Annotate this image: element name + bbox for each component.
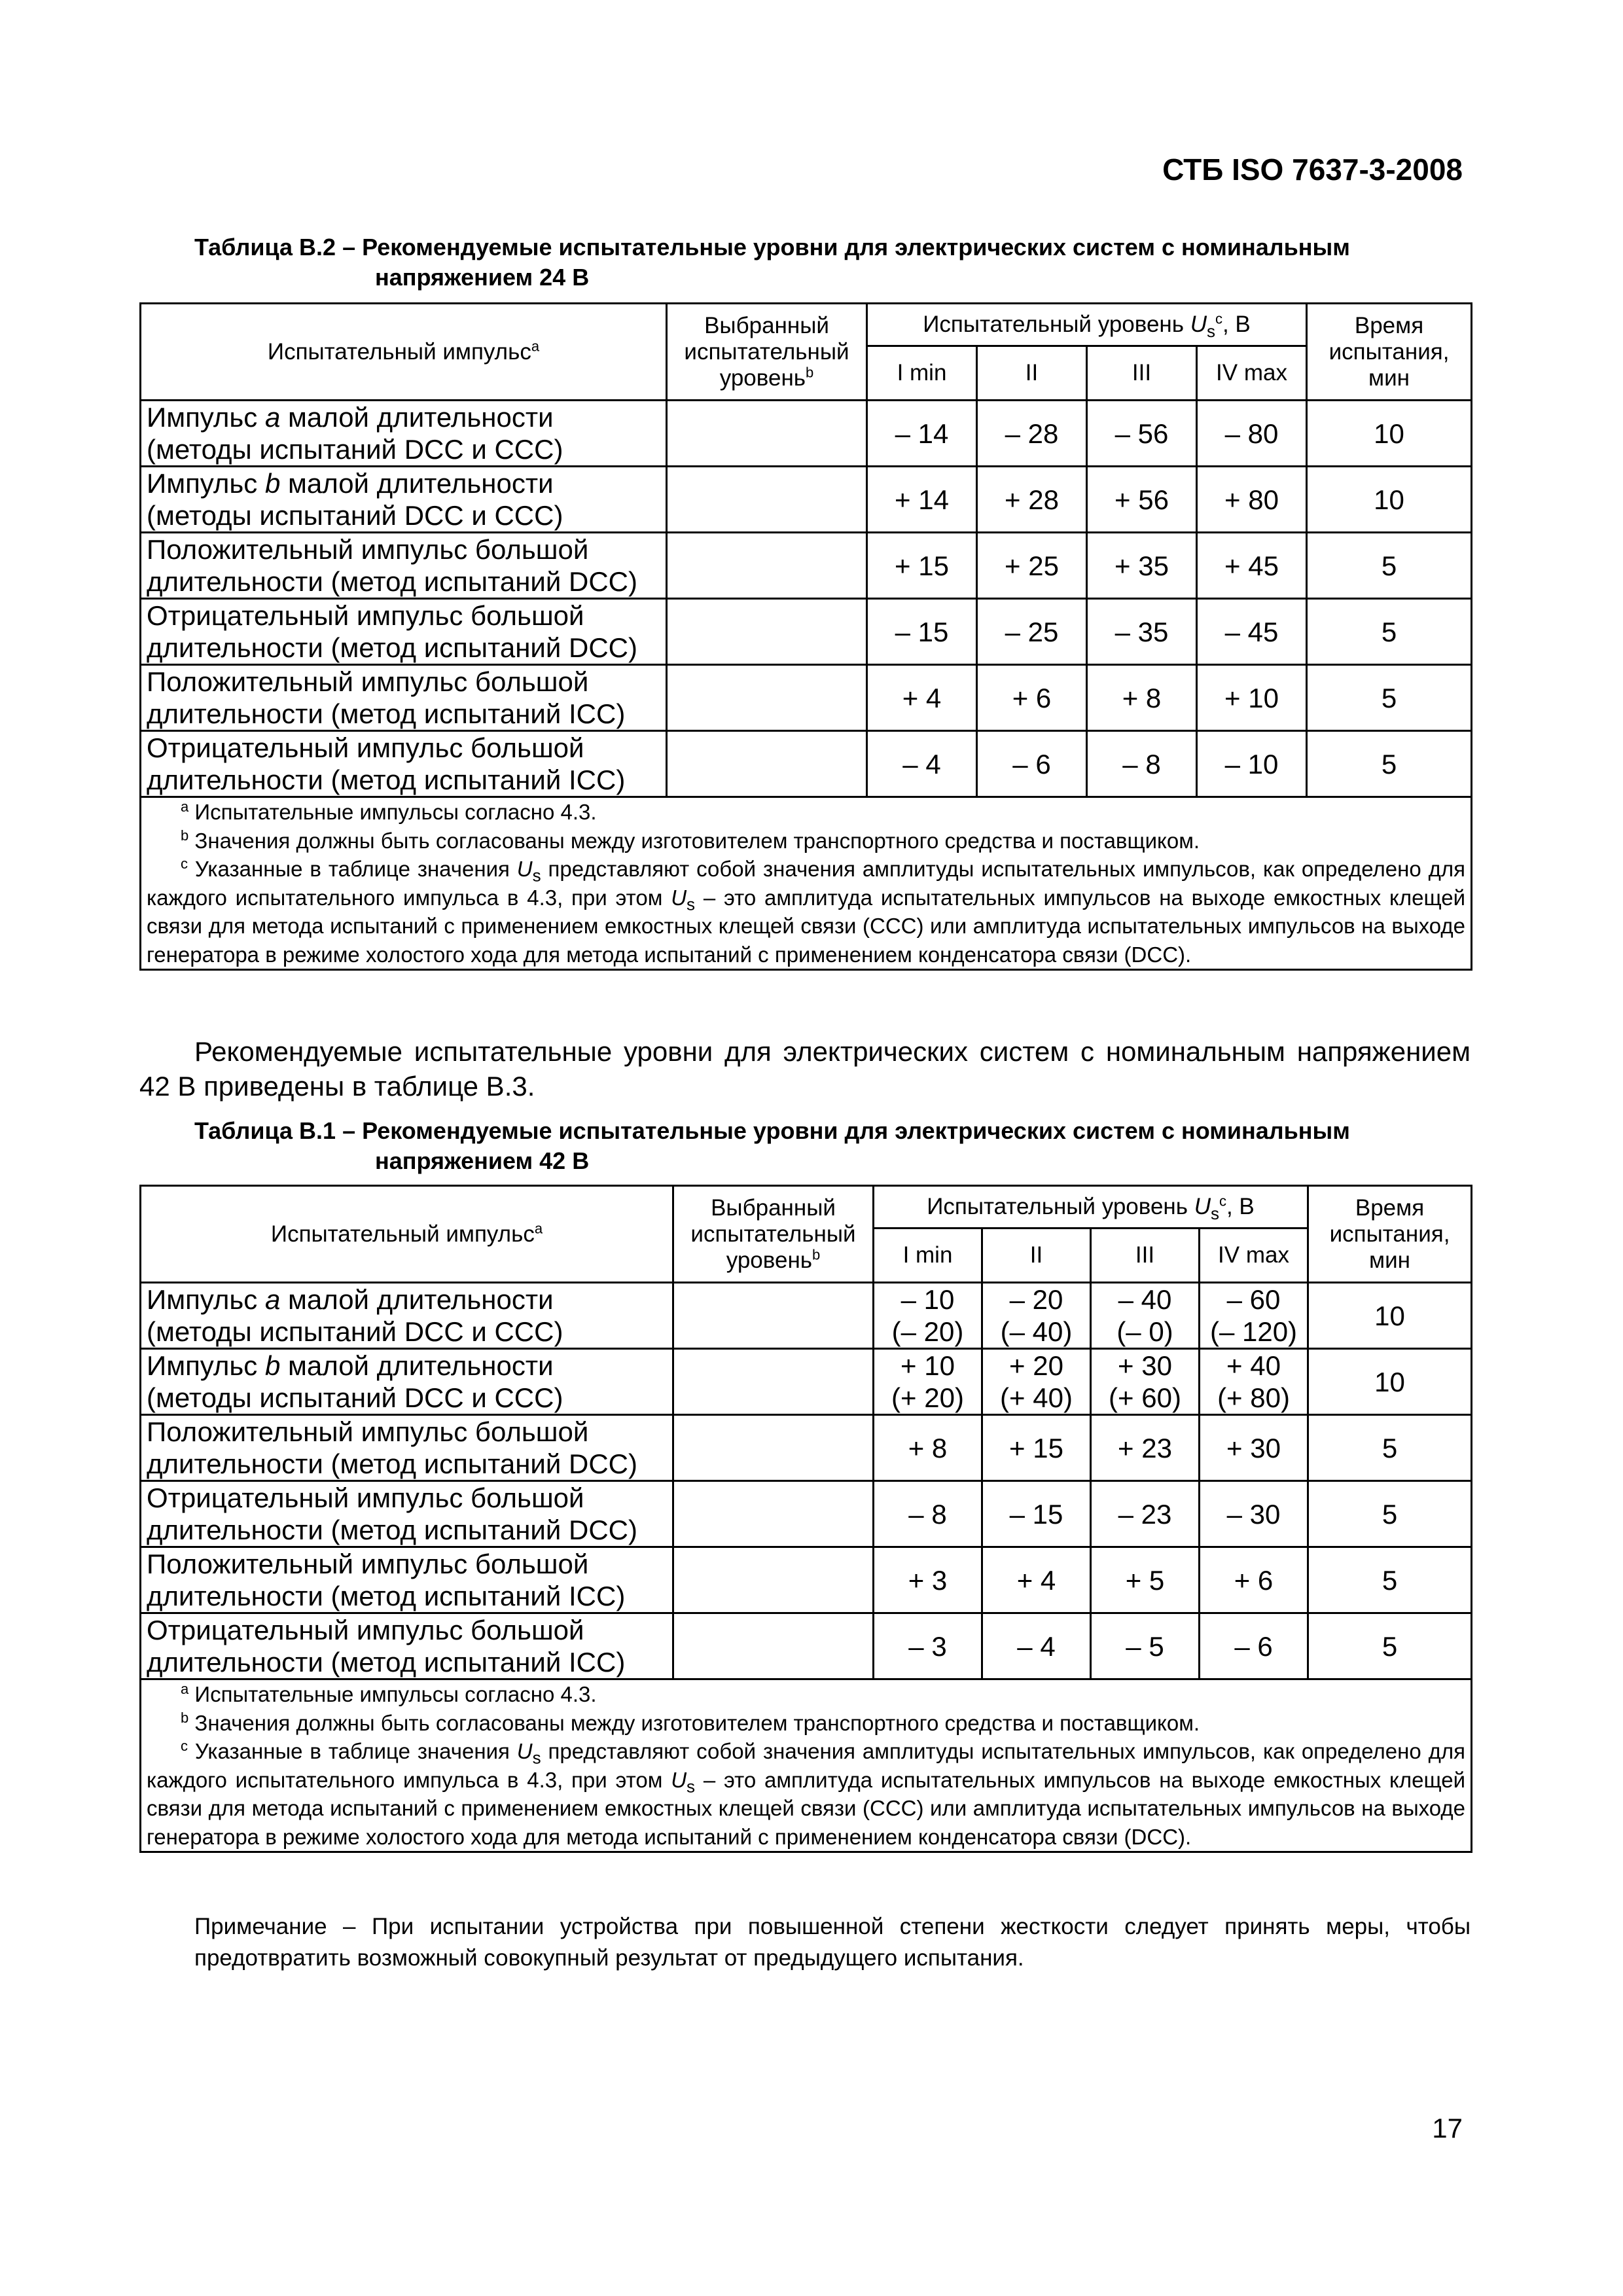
pulse-name: Положительный импульс большой длительности (метод испытаний ICC)	[141, 665, 667, 731]
pulse-name: Положительный импульс большой длительности (метод испытаний DCC)	[141, 1415, 673, 1481]
selected-level-cell	[667, 467, 867, 533]
level-value: + 5	[1091, 1547, 1200, 1613]
pulse-name: Отрицательный импульс большой длительности (метод испытаний DCC)	[141, 599, 667, 665]
test-time-value: 5	[1307, 599, 1472, 665]
header-level-4: IV max	[1197, 346, 1307, 401]
document-id: СТБ ISO 7637-3-2008	[1162, 152, 1463, 187]
table-b1-caption-line1: Таблица В.1 – Рекомендуемые испытательные уровни для электрических систем с номинальным	[194, 1117, 1350, 1144]
level-value: – 8	[874, 1481, 982, 1547]
level-value: + 4	[982, 1547, 1091, 1613]
header-test-time: Время испытания, мин	[1307, 304, 1472, 401]
level-value: – 56	[1087, 401, 1197, 467]
table-row	[141, 665, 1472, 731]
selected-level-cell	[673, 1547, 874, 1613]
footnote-b: $^b$ Значения должны быть согласованы между изготовителем транспортного средства и поставщиком.	[181, 1709, 1200, 1735]
selected-level-cell	[667, 533, 867, 599]
level-value: – 28	[977, 401, 1087, 467]
level-value: + 30	[1200, 1415, 1308, 1481]
table-row	[141, 1547, 1472, 1613]
header-test-level: Испытательный уровень $U_s^c$, В	[867, 304, 1307, 346]
level-value: + 25	[977, 533, 1087, 599]
pulse-name: Отрицательный импульс большой длительности (метод испытаний DCC)	[141, 1481, 673, 1547]
level-value: – 35	[1087, 599, 1197, 665]
table-row	[141, 1349, 1472, 1415]
header-level-3: III	[1091, 1229, 1200, 1283]
level-value: + 3	[874, 1547, 982, 1613]
test-time-value: 5	[1308, 1415, 1472, 1481]
level-value: + 8	[874, 1415, 982, 1481]
pulse-name: Положительный импульс большой длительности (метод испытаний DCC)	[141, 533, 667, 599]
table-row	[141, 1481, 1472, 1547]
table-row	[141, 401, 1472, 467]
header-selected-level: Выбранный испытательный уровень$^b$	[673, 1186, 874, 1283]
header-pulse: Испытательный импульс$^a$	[141, 304, 667, 401]
pulse-name: Отрицательный импульс большой длительности (метод испытаний ICC)	[141, 1613, 673, 1679]
table-b2-caption-line2: напряжением 24 В	[375, 264, 590, 291]
note: Примечание – При испытании устройства при повышенной степени жесткости следует принять меры, чтобы предотвратить возможный совокупный результат от предыдущего испытания.	[194, 1914, 1471, 1971]
selected-level-cell	[673, 1415, 874, 1481]
level-value: – 4	[867, 731, 977, 797]
level-value: – 6	[1200, 1613, 1308, 1679]
footnote-c: $^c$ Указанные в таблице значения $U_s$ представляют собой значения амплитуды испытательных импульсов, как определено для каждого испытательного импульса в 4.3, при этом $U_s$ – это амплитуда испытательных импульсов на выходе емкостных клещей связи для метода испытаний с применением емкостных клещей связи (CCC) или амплитуда испытательных импульсов на выходе генератора в режиме холостого хода для метода испытаний с применением конденсатора связи (DCC).	[147, 855, 1466, 967]
level-value: – 60 (– 120)	[1200, 1283, 1308, 1349]
header-level-2: II	[982, 1229, 1091, 1283]
level-value: + 30 (+ 60)	[1091, 1349, 1200, 1415]
level-value: + 15	[867, 533, 977, 599]
test-time-value: 10	[1307, 467, 1472, 533]
level-value: – 14	[867, 401, 977, 467]
level-value: + 40 (+ 80)	[1200, 1349, 1308, 1415]
level-value: – 30	[1200, 1481, 1308, 1547]
level-value: + 8	[1087, 665, 1197, 731]
level-value: – 40 (– 0)	[1091, 1283, 1200, 1349]
level-value: + 6	[1200, 1547, 1308, 1613]
selected-level-cell	[673, 1349, 874, 1415]
footnote-a: $^a$ Испытательные импульсы согласно 4.3.	[181, 1681, 597, 1706]
header-level-1: I min	[874, 1229, 982, 1283]
test-time-value: 5	[1308, 1547, 1472, 1613]
level-value: – 45	[1197, 599, 1307, 665]
level-value: – 10	[1197, 731, 1307, 797]
table-row	[141, 533, 1472, 599]
page-number: 17	[1432, 2113, 1463, 2144]
level-value: – 5	[1091, 1613, 1200, 1679]
level-value: – 80	[1197, 401, 1307, 467]
footnote-b: $^b$ Значения должны быть согласованы между изготовителем транспортного средства и поставщиком.	[181, 827, 1200, 853]
header-level-2: II	[977, 346, 1087, 401]
test-time-value: 10	[1308, 1349, 1472, 1415]
pulse-name: Импульс a малой длительности (методы испытаний DCC и CCC)	[141, 1283, 673, 1349]
test-time-value: 5	[1307, 665, 1472, 731]
level-value: + 80	[1197, 467, 1307, 533]
level-value: – 20 (– 40)	[982, 1283, 1091, 1349]
level-value: + 23	[1091, 1415, 1200, 1481]
selected-level-cell	[667, 731, 867, 797]
level-value: + 45	[1197, 533, 1307, 599]
pulse-name: Импульс b малой длительности (методы испытаний DCC и CCC)	[141, 1349, 673, 1415]
header-selected-level: Выбранный испытательный уровень$^b$	[667, 304, 867, 401]
test-time-value: 10	[1308, 1283, 1472, 1349]
table-b2	[139, 302, 1472, 971]
test-time-value: 5	[1307, 731, 1472, 797]
table-b1-caption-line2: напряжением 42 В	[375, 1147, 590, 1174]
table-b1	[139, 1185, 1472, 1853]
table-row	[141, 1283, 1472, 1349]
level-value: + 14	[867, 467, 977, 533]
level-value: – 15	[982, 1481, 1091, 1547]
header-level-3: III	[1087, 346, 1197, 401]
level-value: – 4	[982, 1613, 1091, 1679]
header-level-4: IV max	[1200, 1229, 1308, 1283]
selected-level-cell	[673, 1613, 874, 1679]
table-b1-footnotes	[141, 1679, 1472, 1852]
footnote-c: $^c$ Указанные в таблице значения $U_s$ представляют собой значения амплитуды испытательных импульсов, как определено для каждого испытательного импульса в 4.3, при этом $U_s$ – это амплитуда испытательных импульсов на выходе емкостных клещей связи для метода испытаний с применением емкостных клещей связи (CCC) или амплитуда испытательных импульсов на выходе генератора в режиме холостого хода для метода испытаний с применением конденсатора связи (DCC).	[147, 1738, 1466, 1849]
level-value: + 6	[977, 665, 1087, 731]
level-value: – 23	[1091, 1481, 1200, 1547]
header-test-level: Испытательный уровень $U_s^c$, В	[874, 1186, 1308, 1229]
level-value: – 6	[977, 731, 1087, 797]
level-value: + 15	[982, 1415, 1091, 1481]
level-value: + 10 (+ 20)	[874, 1349, 982, 1415]
pulse-name: Импульс b малой длительности (методы испытаний DCC и CCC)	[141, 467, 667, 533]
test-time-value: 10	[1307, 401, 1472, 467]
level-value: – 25	[977, 599, 1087, 665]
selected-level-cell	[673, 1283, 874, 1349]
header-level-1: I min	[867, 346, 977, 401]
header-test-time: Время испытания, мин	[1308, 1186, 1472, 1283]
level-value: – 15	[867, 599, 977, 665]
table-b2-caption-line1: Таблица В.2 – Рекомендуемые испытательные уровни для электрических систем с номинальным	[194, 234, 1350, 260]
level-value: + 56	[1087, 467, 1197, 533]
table-b2-caption	[194, 232, 1471, 293]
table-b1-caption	[194, 1116, 1471, 1176]
test-time-value: 5	[1307, 533, 1472, 599]
pulse-name: Отрицательный импульс большой длительности (метод испытаний ICC)	[141, 731, 667, 797]
test-time-value: 5	[1308, 1613, 1472, 1679]
pulse-name: Импульс a малой длительности (методы испытаний DCC и CCC)	[141, 401, 667, 467]
level-value: + 35	[1087, 533, 1197, 599]
footnote-a: $^a$ Испытательные импульсы согласно 4.3.	[181, 798, 597, 824]
table-row	[141, 1613, 1472, 1679]
level-value: + 20 (+ 40)	[982, 1349, 1091, 1415]
table-row	[141, 467, 1472, 533]
table-row	[141, 731, 1472, 797]
table-row	[141, 1415, 1472, 1481]
header-pulse: Испытательный импульс$^a$	[141, 1186, 673, 1283]
level-value: – 10 (– 20)	[874, 1283, 982, 1349]
level-value: – 8	[1087, 731, 1197, 797]
level-value: + 28	[977, 467, 1087, 533]
selected-level-cell	[673, 1481, 874, 1547]
test-time-value: 5	[1308, 1481, 1472, 1547]
level-value: + 4	[867, 665, 977, 731]
body-paragraph: Рекомендуемые испытательные уровни для электрических систем с номинальным напряжением 42 В приведены в таблице В.3.	[139, 1036, 1471, 1102]
level-value: – 3	[874, 1613, 982, 1679]
table-row	[141, 599, 1472, 665]
selected-level-cell	[667, 665, 867, 731]
level-value: + 10	[1197, 665, 1307, 731]
selected-level-cell	[667, 401, 867, 467]
pulse-name: Положительный импульс большой длительности (метод испытаний ICC)	[141, 1547, 673, 1613]
selected-level-cell	[667, 599, 867, 665]
table-b2-footnotes	[141, 797, 1472, 970]
